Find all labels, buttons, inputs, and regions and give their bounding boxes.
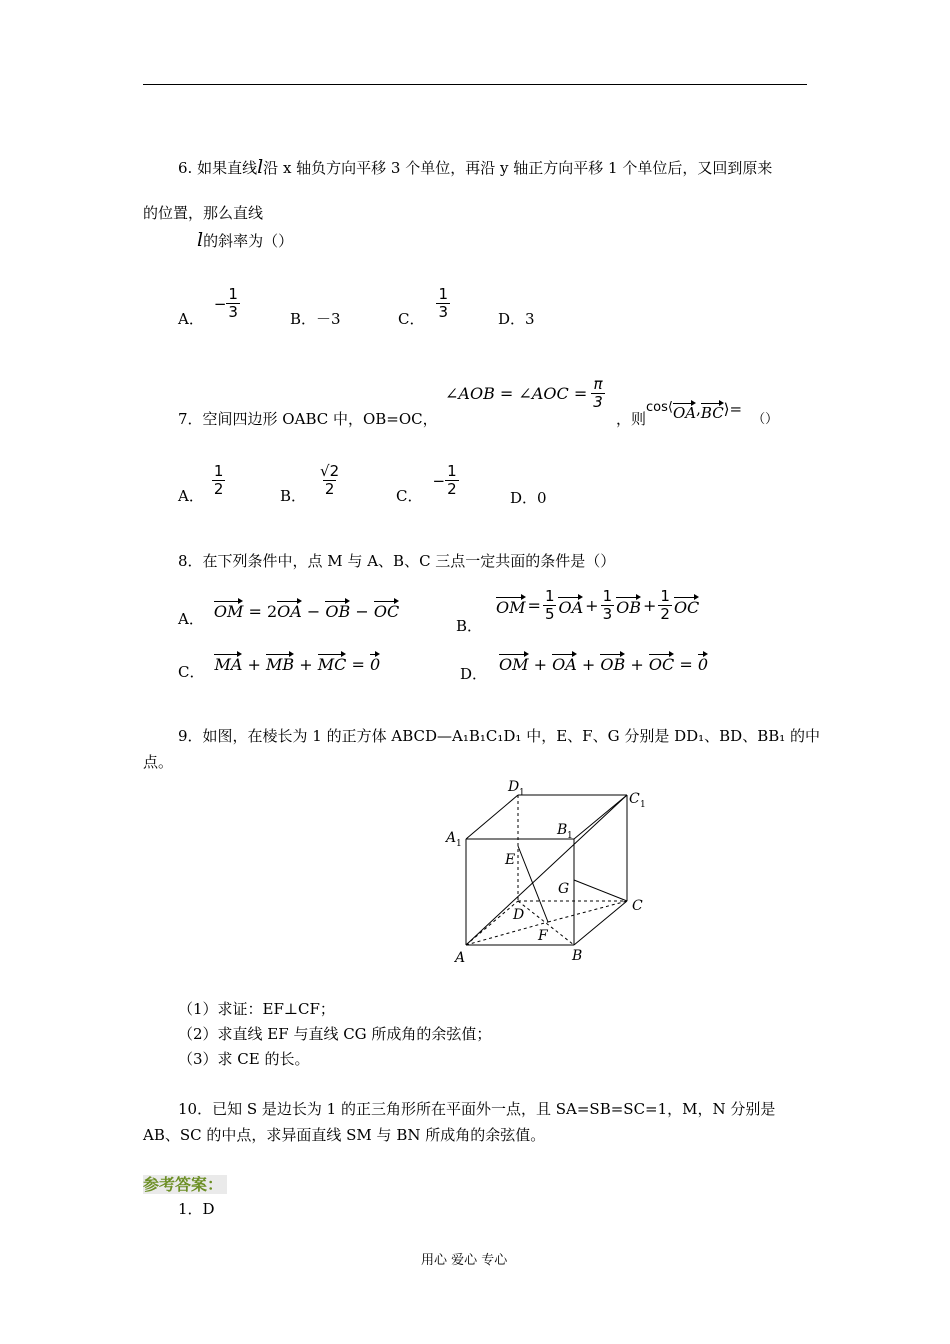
q8-c-expr bbox=[214, 651, 380, 674]
q7-option-c bbox=[396, 455, 459, 506]
label-c1-sub: 1 bbox=[640, 800, 646, 810]
q6-b-text: －3 bbox=[316, 310, 341, 328]
label-a1: A bbox=[446, 830, 457, 846]
q8-d-eq: = bbox=[679, 655, 693, 674]
q9-part3: （3）求 CE 的长。 bbox=[178, 1050, 310, 1068]
q6-a-num: 1 bbox=[228, 284, 238, 303]
q7-vec-bc: BC bbox=[701, 400, 724, 422]
q6-slope-text: 的斜率为（） bbox=[203, 232, 294, 250]
q8-b-vec-oa: OA bbox=[558, 594, 583, 617]
q6-line3 bbox=[197, 229, 293, 251]
q7-b-frac bbox=[318, 463, 341, 499]
q8-b-vec-ob: OB bbox=[616, 594, 641, 617]
answers-title bbox=[143, 1172, 227, 1195]
q8-b-eq: = bbox=[527, 596, 541, 615]
q8-a-vec-ob: OB bbox=[325, 598, 350, 621]
q10-line2: AB、SC 的中点，求异面直线 SM 与 BN 所成角的余弦值。 bbox=[143, 1126, 546, 1144]
q8-c-eq: = bbox=[351, 655, 365, 674]
q7-a-label: A． bbox=[178, 487, 204, 505]
q8-d-vec-zero: 0 bbox=[698, 651, 708, 674]
q8-a-expr bbox=[214, 598, 399, 621]
label-b1-sub: 1 bbox=[567, 831, 573, 841]
q6-c-den: 3 bbox=[438, 303, 449, 321]
q6-text-a: 6. 如果直线 bbox=[178, 159, 258, 177]
q7-then: ，则 bbox=[616, 410, 647, 428]
q6-option-c bbox=[398, 278, 450, 329]
q8-a-minus1: − bbox=[306, 602, 321, 621]
q7-c-frac bbox=[445, 463, 459, 499]
q7-a-den: 2 bbox=[213, 480, 224, 498]
q6-a-den: 3 bbox=[228, 303, 238, 321]
label-d1: D bbox=[508, 779, 520, 795]
q6-var-l: l bbox=[257, 156, 264, 178]
answer-1: 1．D bbox=[178, 1200, 215, 1218]
q8-a-two: 2 bbox=[266, 602, 278, 621]
q8-c-vec-mb: MB bbox=[266, 651, 294, 674]
q8-b-label: B． bbox=[456, 617, 483, 635]
q6-option-b bbox=[290, 308, 341, 329]
q7-pi-frac bbox=[591, 376, 605, 412]
q7-condition-lhs: ∠AOB = ∠AOC = bbox=[445, 384, 588, 404]
q6-a-sign: − bbox=[213, 294, 227, 313]
q9-line2: 点。 bbox=[143, 753, 174, 771]
q8-c-plus2: + bbox=[299, 655, 313, 674]
q10-line1: 10．已知 S 是边长为 1 的正三角形所在平面外一点，且 SA=SB=SC=1，M，N 分别是 bbox=[178, 1100, 776, 1118]
q7-then-block bbox=[616, 400, 778, 429]
q8-b-plus2: + bbox=[642, 596, 657, 615]
q6-a-frac bbox=[226, 286, 240, 322]
page-footer: 用心 爱心 专心 bbox=[421, 1253, 508, 1268]
q8-a-eq: = bbox=[248, 602, 262, 621]
label-a1-sub: 1 bbox=[456, 839, 462, 849]
cube-figure bbox=[440, 772, 660, 972]
q9-part1: （1）求证：EF⊥CF； bbox=[178, 1000, 335, 1018]
q7-line bbox=[178, 408, 438, 429]
label-e: E bbox=[505, 852, 516, 868]
q8-a-vec-oa: OA bbox=[277, 598, 302, 621]
q7-c-den: 2 bbox=[447, 480, 457, 498]
q7-option-a bbox=[178, 455, 225, 506]
q7-b-num: √2 bbox=[320, 461, 340, 480]
q8-c-plus1: + bbox=[247, 655, 261, 674]
q6-option-a bbox=[178, 278, 240, 329]
label-f: F bbox=[538, 928, 548, 944]
q6-option-d bbox=[498, 308, 535, 329]
q7-a-frac bbox=[212, 463, 226, 499]
q8-d-label: D． bbox=[460, 665, 488, 683]
q8-b-f1-den: 5 bbox=[544, 605, 555, 623]
q6-text-b: 沿 x 轴负方向平移 3 个单位，再沿 y 轴正方向平移 1 个单位后，又回到原来 bbox=[263, 159, 773, 177]
q8-d-vec-oa: OA bbox=[552, 651, 577, 674]
q8-a-minus2: − bbox=[355, 602, 369, 621]
q8-b-f1-num: 1 bbox=[544, 586, 555, 605]
q6-a-label: A． bbox=[178, 310, 204, 328]
q6-c-label: C． bbox=[398, 310, 425, 328]
q8-c-vec-mc: MC bbox=[318, 651, 347, 674]
q7-paren: （） bbox=[752, 412, 779, 427]
q7-b-den: 2 bbox=[324, 480, 335, 498]
q8-d-plus1: + bbox=[533, 655, 548, 674]
q6-line2: 的位置，那么直线 bbox=[143, 204, 264, 222]
q7-option-b bbox=[280, 455, 341, 506]
q7-condition bbox=[445, 376, 605, 412]
q7-comma: , bbox=[696, 400, 701, 418]
q8-d-vec-oc: OC bbox=[649, 651, 674, 674]
q8-d-expr bbox=[499, 651, 708, 674]
q7-c-num: 1 bbox=[447, 461, 457, 480]
label-g: G bbox=[558, 881, 570, 897]
q8-c-label: C． bbox=[178, 663, 205, 681]
q7-c-sign: − bbox=[432, 471, 446, 490]
q9-part2: （2）求直线 EF 与直线 CG 所成角的余弦值； bbox=[178, 1025, 492, 1043]
q8-stem: 8．在下列条件中，点 M 与 A、B、C 三点一定共面的条件是（） bbox=[178, 552, 616, 570]
q8-b-plus1: + bbox=[585, 596, 599, 615]
q8-b-f2-num: 1 bbox=[602, 586, 613, 605]
label-a: A bbox=[455, 950, 466, 966]
q9-line1: 9．如图，在棱长为 1 的正方体 ABCD—A₁B₁C₁D₁ 中，E、F、G 分别是 DD₁、BD、BB₁ 的中 bbox=[178, 727, 821, 745]
q7-close: ⟩= bbox=[723, 400, 743, 418]
q7-pi: π bbox=[593, 375, 603, 393]
q6-b-label: B． bbox=[290, 310, 317, 328]
q8-b-frac2 bbox=[601, 588, 615, 624]
header-rule bbox=[143, 84, 807, 85]
q6-d-text: 3 bbox=[525, 310, 535, 328]
q7-three: 3 bbox=[593, 393, 603, 412]
label-d1-sub: 1 bbox=[519, 788, 525, 798]
q7-c-label: C． bbox=[396, 487, 423, 505]
q7-b-label: B． bbox=[280, 487, 307, 505]
answers-title-text: 参考答案： bbox=[143, 1175, 227, 1194]
q7-cos: cos⟨ bbox=[646, 400, 673, 415]
q7-option-d bbox=[510, 487, 547, 508]
q6-line1 bbox=[178, 156, 772, 178]
label-c: C bbox=[632, 898, 643, 914]
q8-b-expr bbox=[496, 588, 699, 624]
label-d: D bbox=[513, 907, 525, 923]
q7-a-num: 1 bbox=[213, 461, 224, 480]
q8-option-d bbox=[460, 651, 708, 683]
q8-b-frac1 bbox=[543, 588, 557, 624]
q8-option-a bbox=[178, 598, 400, 628]
q8-b-f3-num: 1 bbox=[660, 586, 670, 605]
q8-b-vec-om: OM bbox=[496, 594, 526, 617]
q8-b-f2-den: 3 bbox=[602, 605, 613, 623]
q8-a-vec-om: OM bbox=[214, 598, 244, 621]
q8-b-frac3 bbox=[658, 588, 672, 624]
q6-var-l-2: l bbox=[197, 229, 204, 251]
q8-d-vec-om: OM bbox=[499, 651, 529, 674]
label-b1: B bbox=[557, 822, 568, 838]
q7-d-label: D． bbox=[510, 489, 538, 507]
q6-c-num: 1 bbox=[438, 284, 449, 303]
q7-d-text: 0 bbox=[537, 489, 547, 507]
label-c1: C bbox=[629, 791, 640, 807]
q7-vec-oa: OA bbox=[673, 400, 696, 422]
q8-c-vec-zero: 0 bbox=[370, 651, 380, 674]
q8-option-c bbox=[178, 651, 381, 681]
q6-c-frac bbox=[436, 286, 450, 322]
q8-d-plus2: + bbox=[581, 655, 596, 674]
q8-option-b bbox=[456, 575, 699, 636]
q7-text: 7．空间四边形 OABC 中，OB=OC， bbox=[178, 410, 438, 428]
q8-c-vec-ma: MA bbox=[214, 651, 242, 674]
q8-a-vec-oc: OC bbox=[374, 598, 399, 621]
q6-d-label: D． bbox=[498, 310, 526, 328]
q8-d-vec-ob: OB bbox=[600, 651, 625, 674]
q8-d-plus3: + bbox=[630, 655, 644, 674]
q8-b-vec-oc: OC bbox=[674, 594, 699, 617]
label-b: B bbox=[572, 948, 583, 964]
q8-b-f3-den: 2 bbox=[660, 605, 670, 623]
q8-a-label: A． bbox=[178, 610, 204, 628]
